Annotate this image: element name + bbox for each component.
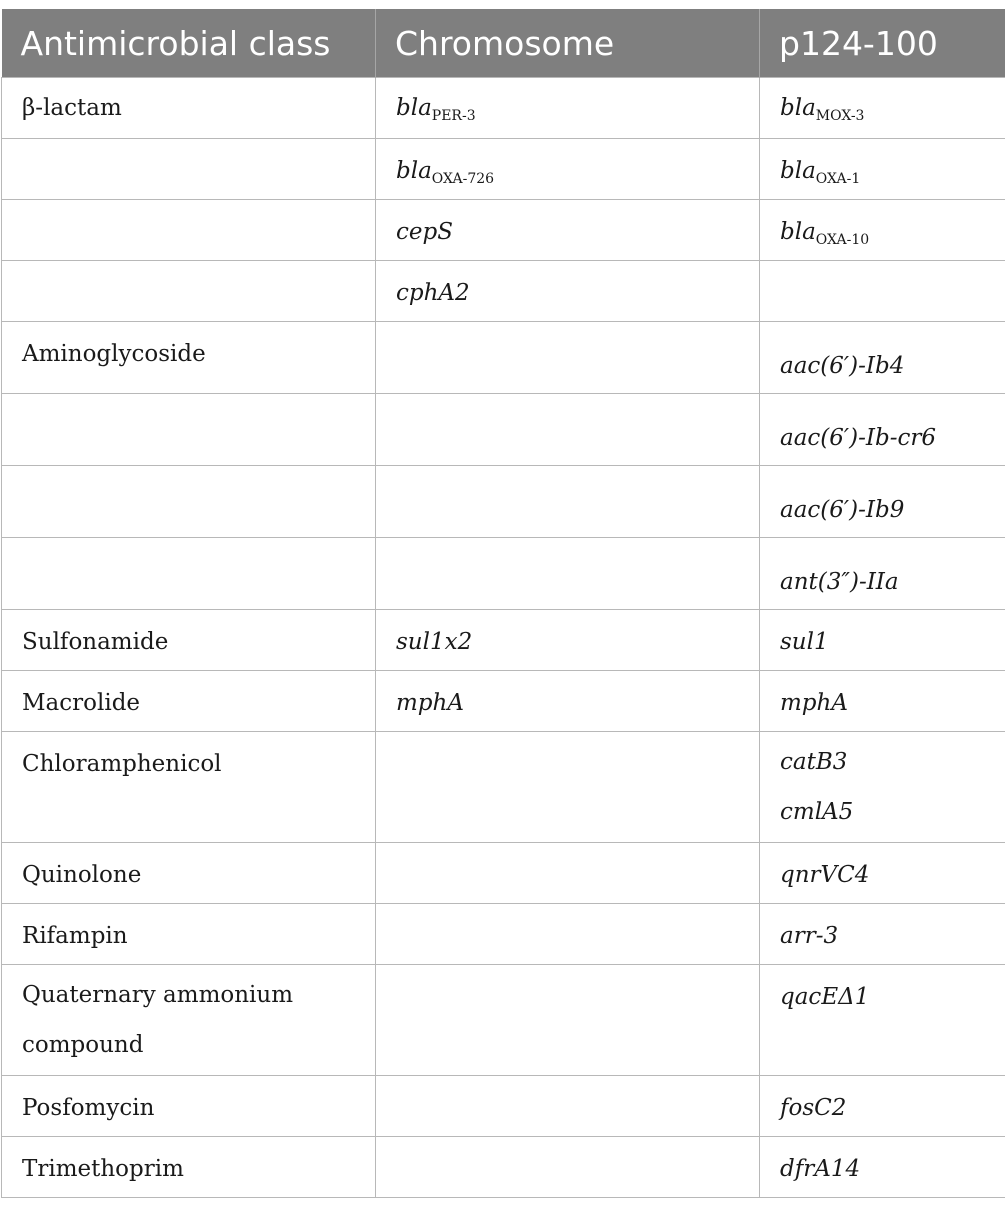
- class-cell: [2, 965, 376, 1076]
- plasmid-cell: bla$_{OXA-1}$: [760, 139, 1005, 200]
- class-cell: Quinolone: [2, 843, 376, 904]
- plasmid-cell: aac(6′)-Ib4: [760, 322, 1005, 394]
- table-row: [2, 1076, 1005, 1137]
- class-cell: [2, 394, 376, 466]
- chromosome-cell: bla$_{OXA-726}$: [376, 139, 760, 200]
- class-cell: Chloramphenicol: [2, 732, 376, 843]
- class-cell: [2, 466, 376, 538]
- plasmid-cell: [760, 261, 1005, 322]
- table-row: [2, 843, 1005, 904]
- chromosome-cell: [376, 965, 760, 1076]
- class-cell: Trimethoprim: [2, 1137, 376, 1198]
- table-row: [2, 538, 1005, 610]
- chromosome-cell: cphA2: [376, 261, 760, 322]
- class-cell: [2, 261, 376, 322]
- table-row: [2, 139, 1005, 200]
- plasmid-gene-line: cmlA5: [780, 799, 854, 825]
- plasmid-cell: ant(3″)-IIa: [760, 538, 1005, 610]
- table-row: [2, 394, 1005, 466]
- chromosome-cell: [376, 904, 760, 965]
- chromosome-cell: [376, 538, 760, 610]
- table-row: [2, 261, 1005, 322]
- class-cell: Sulfonamide: [2, 610, 376, 671]
- table-row: [2, 466, 1005, 538]
- plasmid-gene-line: catB3: [780, 749, 848, 775]
- table-row: [2, 200, 1005, 261]
- class-line: Quaternary ammonium: [22, 982, 294, 1008]
- class-cell: Aminoglycoside: [2, 322, 376, 394]
- class-cell: Rifampin: [2, 904, 376, 965]
- chromosome-cell: [376, 394, 760, 466]
- plasmid-cell: bla$_{OXA-10}$: [760, 200, 1005, 261]
- class-cell: Macrolide: [2, 671, 376, 732]
- plasmid-cell: mphA: [760, 671, 1005, 732]
- plasmid-cell: dfrA14: [760, 1137, 1005, 1198]
- plasmid-cell: arr-3: [760, 904, 1005, 965]
- chromosome-cell: [376, 322, 760, 394]
- class-line: compound: [22, 1032, 144, 1058]
- plasmid-cell: qacEΔ1: [760, 965, 1005, 1076]
- chromosome-cell: cepS: [376, 200, 760, 261]
- chromosome-cell: [376, 732, 760, 843]
- chromosome-cell: mphA: [376, 671, 760, 732]
- class-cell: [2, 139, 376, 200]
- plasmid-cell: aac(6′)-Ib-cr6: [760, 394, 1005, 466]
- table-row: [2, 732, 1005, 843]
- table-row: [2, 322, 1005, 394]
- header-row: [2, 9, 1005, 78]
- plasmid-cell: sul1: [760, 610, 1005, 671]
- table-row: [2, 610, 1005, 671]
- class-cell: Posfomycin: [2, 1076, 376, 1137]
- chromosome-cell: bla$_{PER-3}$: [376, 78, 760, 139]
- plasmid-cell: bla$_{MOX-3}$: [760, 78, 1005, 139]
- plasmid-cell: [760, 732, 1005, 843]
- class-cell: β-lactam: [2, 78, 376, 139]
- table-row: [2, 1137, 1005, 1198]
- chromosome-cell: [376, 1076, 760, 1137]
- header-chromosome: Chromosome: [376, 9, 760, 78]
- chromosome-cell: [376, 466, 760, 538]
- plasmid-cell: qnrVC4: [760, 843, 1005, 904]
- class-cell: [2, 200, 376, 261]
- chromosome-cell: [376, 843, 760, 904]
- chromosome-cell: [376, 1137, 760, 1198]
- header-p124-100: p124-100: [760, 9, 1005, 78]
- chromosome-cell: sul1x2: [376, 610, 760, 671]
- plasmid-cell: fosC2: [760, 1076, 1005, 1137]
- class-cell: [2, 538, 376, 610]
- table-row: [2, 965, 1005, 1076]
- resistance-gene-table: [1, 9, 1005, 1198]
- plasmid-cell: aac(6′)-Ib9: [760, 466, 1005, 538]
- table-row: [2, 78, 1005, 139]
- header-antimicrobial-class: Antimicrobial class: [2, 9, 376, 78]
